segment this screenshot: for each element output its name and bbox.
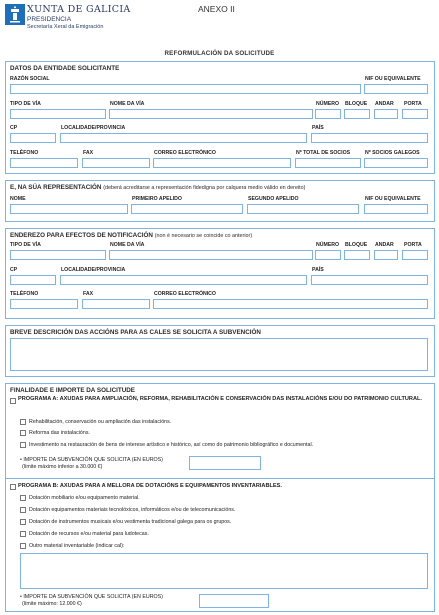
nif-field[interactable] (364, 84, 428, 94)
tipo-via-label: TIPO DE VÍA (10, 101, 41, 107)
annex-label: ANEXO II (198, 4, 235, 14)
program-a-option-3-label: Investimento na restauración de bens de interese artístico e histórico, así como do patrimonio bibliográfico e documental. (29, 442, 314, 448)
notif-bloque-label: BLOQUE (345, 242, 368, 248)
representative-note: (deberá acreditarse a representación fidedigna por calquera medio válido en dereito) (103, 185, 306, 191)
notif-correo-field[interactable] (153, 299, 428, 309)
notification-section (5, 228, 435, 319)
section-divider (6, 478, 434, 479)
program-b-amount-limit: (límite máximo: 12.000 €) (22, 601, 82, 607)
bloque-label: BLOQUE (345, 101, 368, 107)
xunta-galicia-logo-icon (5, 4, 25, 25)
pais-field[interactable] (311, 133, 428, 143)
program-b-label: PROGRAMA B: AXUDAS PARA A MELLORA DE DOTACIÓNS E EQUIPAMENTOS INVENTARIABLES. (18, 483, 282, 489)
notif-andar-field[interactable] (374, 250, 398, 260)
org-name: XUNTA DE GALICIA (27, 4, 131, 15)
program-a-option-2-checkbox[interactable] (20, 430, 26, 436)
correo-field[interactable] (153, 158, 291, 168)
program-b-option-4-label: Dotación de recursos e/ou material para ludotecas. (29, 531, 149, 537)
program-a-option-3-checkbox[interactable] (20, 442, 26, 448)
numero-label: NÚMERO (316, 101, 340, 107)
rep-segundo-apelido-field[interactable] (247, 204, 359, 214)
porta-field[interactable] (402, 109, 428, 119)
nome-via-field[interactable] (109, 109, 313, 119)
department-name: PRESIDENCIA (27, 16, 72, 23)
telefono-label: TELÉFONO (10, 150, 39, 156)
notif-bloque-field[interactable] (344, 250, 370, 260)
entity-section (5, 61, 435, 174)
numero-field[interactable] (315, 109, 341, 119)
notif-nome-via-label: NOME DA VÍA (110, 242, 145, 248)
program-a-amount-field[interactable] (189, 456, 261, 470)
cp-label: CP (10, 125, 18, 131)
program-b-option-1-checkbox[interactable] (20, 495, 26, 501)
notif-tipo-via-field[interactable] (10, 250, 106, 260)
program-a-label: PROGRAMA A: AXUDAS PARA AMPLIACIÓN, REFORMA, REHABILITACIÓN E CONSERVACIÓN DAS INSTALACIÓNS E/OU DO PATRIMONIO CULTURAL. (18, 396, 422, 402)
notif-localidade-field[interactable] (60, 275, 307, 285)
entity-section-title: DATOS DA ENTIDADE SOLICITANTE (10, 65, 120, 72)
nome-via-label: NOME DA VÍA (110, 101, 145, 107)
program-b-amount-field[interactable] (199, 594, 269, 608)
program-b-amount-label: • IMPORTE DA SUBVENCIÓN QUE SOLICITA (EN EUROS) (20, 594, 163, 600)
notification-note: (non é necesario se coincide co anterior) (154, 233, 253, 239)
rep-primeiro-apelido-field[interactable] (131, 204, 243, 214)
socios-galegos-field[interactable] (364, 158, 428, 168)
program-a-amount-limit: (límite máximo inferior a 30.000 €) (22, 464, 103, 470)
rep-segundo-apelido-label: SEGUNDO APELIDO (248, 196, 299, 202)
program-b-option-3-checkbox[interactable] (20, 519, 26, 525)
program-a-option-1-label: Rehabilitación, conservación ou ampliación das instalacións. (29, 419, 172, 425)
program-a-amount-label: • IMPORTE DA SUBVENCIÓN QUE SOLICITA (EN EUROS) (20, 457, 163, 463)
fax-label: FAX (83, 150, 94, 156)
notif-telefono-field[interactable] (10, 299, 78, 309)
representative-section-title: E, NA SÚA REPRESENTACIÓN (deberá acreditarse a representación fidedigna por calquera medio válido en dereito) (10, 184, 306, 191)
razon-social-label: RAZÓN SOCIAL (10, 76, 50, 82)
notif-fax-label: FAX (83, 291, 94, 297)
program-b-option-4-checkbox[interactable] (20, 531, 26, 537)
representative-section (5, 180, 435, 222)
program-b-option-3-label: Dotación de instrumentos musicais e/ou vestimenta tradicional galega para os grupos. (29, 519, 232, 525)
notif-numero-label: NÚMERO (316, 242, 340, 248)
fax-field[interactable] (82, 158, 150, 168)
notif-andar-label: ANDAR (375, 242, 394, 248)
notif-telefono-label: TELÉFONO (10, 291, 39, 297)
cp-field[interactable] (10, 133, 56, 143)
localidade-field[interactable] (60, 133, 307, 143)
form-title: REFORMULACIÓN DA SOLICITUDE (164, 50, 275, 57)
rep-nif-label: NIF OU EQUIVALENTE (365, 196, 421, 202)
notif-cp-field[interactable] (10, 275, 56, 285)
notification-section-title: ENDEREZO PARA EFECTOS DE NOTIFICACIÓN (non é necesario se coincide co anterior) (10, 232, 253, 239)
porta-label: PORTA (404, 101, 422, 107)
notif-numero-field[interactable] (315, 250, 341, 260)
program-b-option-5-label: Outro material inventariable (indicar cal): (29, 543, 125, 549)
program-b-option-5-checkbox[interactable] (20, 543, 26, 549)
notif-porta-label: PORTA (404, 242, 422, 248)
notif-cp-label: CP (10, 267, 18, 273)
socios-galegos-label: Nº SOCIOS GALEGOS (365, 150, 420, 156)
razon-social-field[interactable] (10, 84, 361, 94)
program-b-option-2-label: Dotación equipamentos materiais tecnolóxicos, informáticos e/ou de telecomunicacións. (29, 507, 236, 513)
total-socios-field[interactable] (295, 158, 361, 168)
program-a-option-2-label: Reforma das instalacións. (29, 430, 90, 436)
purpose-section-title: FINALIDADE E IMPORTE DA SOLICITUDE (10, 387, 136, 394)
andar-label: ANDAR (375, 101, 394, 107)
description-section-title: BREVE DESCRICIÓN DAS ACCIÓNS PARA AS CALES SE SOLICITA A SUBVENCIÓN (10, 329, 261, 336)
tipo-via-field[interactable] (10, 109, 106, 119)
purpose-section (5, 383, 435, 612)
andar-field[interactable] (374, 109, 398, 119)
telefono-field[interactable] (10, 158, 78, 168)
rep-primeiro-apelido-label: PRIMEIRO APELIDO (132, 196, 182, 202)
program-b-option-2-checkbox[interactable] (20, 507, 26, 513)
notif-nome-via-field[interactable] (109, 250, 313, 260)
notif-pais-label: PAÍS (312, 267, 324, 273)
description-textarea[interactable] (10, 338, 428, 371)
other-material-textarea[interactable] (20, 553, 428, 589)
description-section (5, 325, 435, 377)
localidade-label: LOCALIDADE/PROVINCIA (61, 125, 126, 131)
program-a-checkbox[interactable] (10, 398, 16, 404)
notif-fax-field[interactable] (82, 299, 150, 309)
notif-pais-field[interactable] (311, 275, 428, 285)
nif-label: NIF OU EQUIVALENTE (365, 76, 421, 82)
rep-nif-field[interactable] (364, 204, 428, 214)
notif-correo-label: CORREO ELECTRÓNICO (154, 291, 216, 297)
program-b-checkbox[interactable] (10, 484, 16, 490)
notif-porta-field[interactable] (402, 250, 428, 260)
notif-tipo-via-label: TIPO DE VÍA (10, 242, 41, 248)
correo-label: CORREO ELECTRÓNICO (154, 150, 216, 156)
rep-nome-field[interactable] (10, 204, 128, 214)
program-b-option-1-label: Dotación mobiliario e/ou equipamento material. (29, 495, 140, 501)
bloque-field[interactable] (344, 109, 370, 119)
rep-nome-label: NOME (10, 196, 26, 202)
total-socios-label: Nº TOTAL DE SOCIOS (296, 150, 351, 156)
pais-label: PAÍS (312, 125, 324, 131)
notif-localidade-label: LOCALIDADE/PROVINCIA (61, 267, 126, 273)
program-a-option-1-checkbox[interactable] (20, 419, 26, 425)
secretariat-name: Secretaría Xeral da Emigración (27, 24, 104, 30)
